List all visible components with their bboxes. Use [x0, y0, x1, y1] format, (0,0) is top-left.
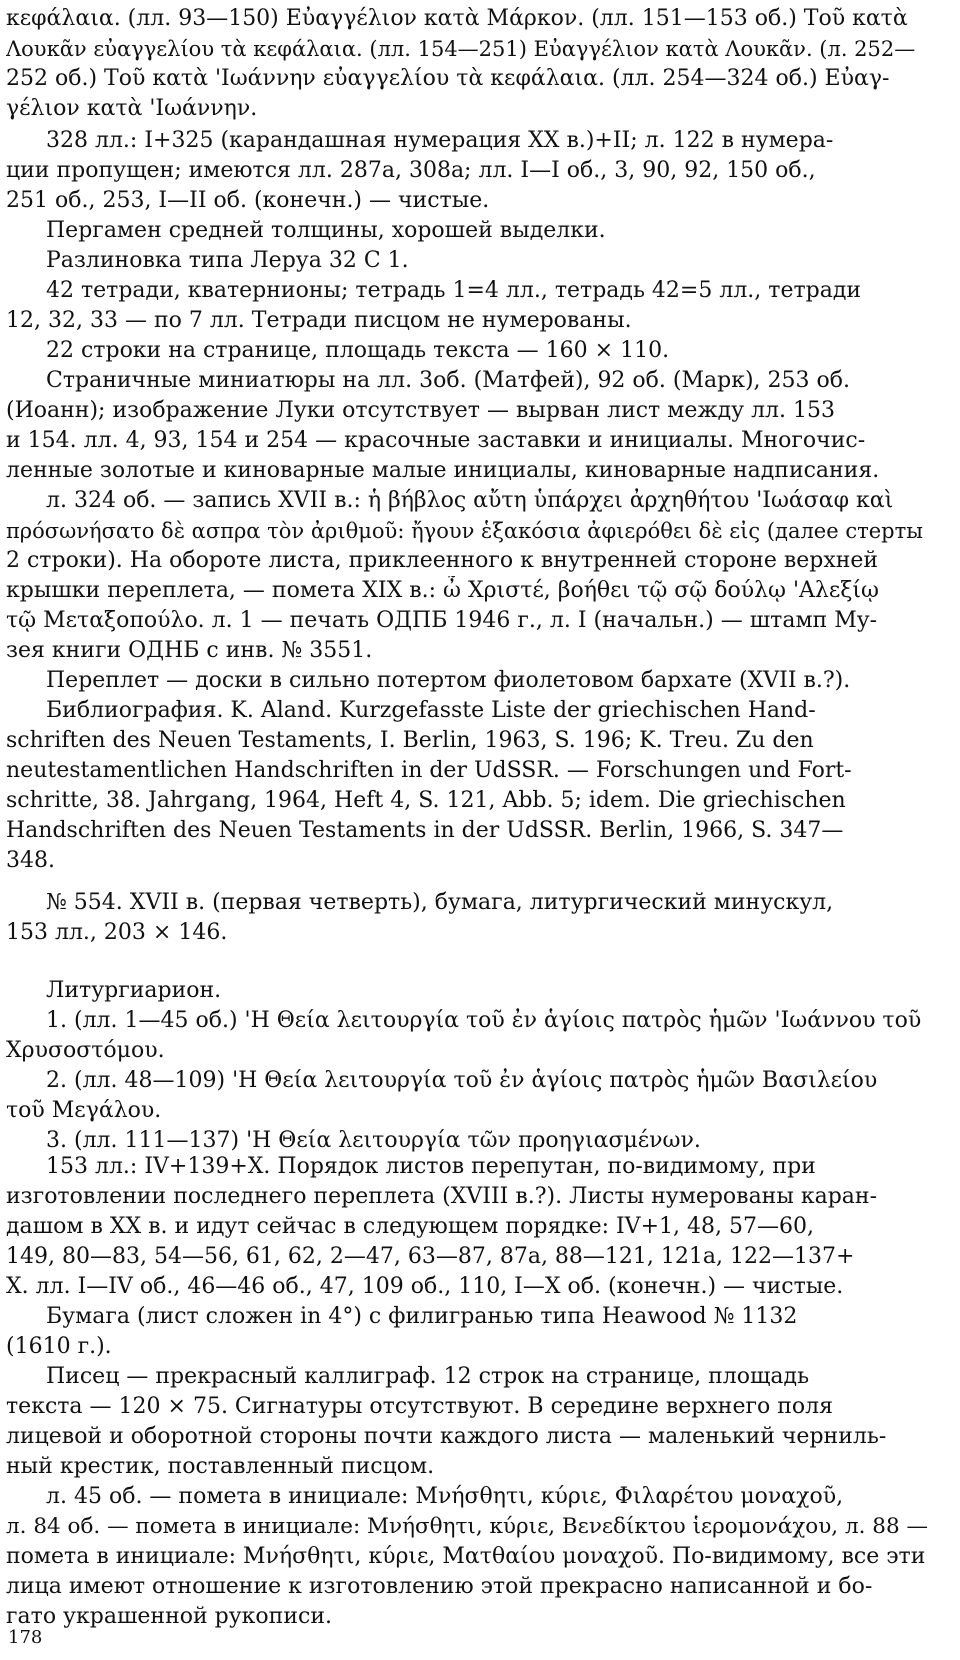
text-line: Переплет — доски в сильно потертом фиолетовом бархате (XVII в.?).	[46, 668, 851, 693]
text-line: 2. (лл. 48—109) 'Η Θεία λειτουργία τοῦ ἐν ἁγίοις πατρὸς ἡμῶν Βασιλείου	[46, 1068, 878, 1093]
text-line: л. 45 об. — помета в инициале: Μνήσθητι, κύριε, Φιλαρέτου μοναχοῦ,	[46, 1484, 844, 1509]
text-line: (Иоанн); изображение Луки отсутствует — вырван лист между лл. 153	[6, 398, 835, 423]
text-line: 22 строки на странице, площадь текста — 160 × 110.	[46, 338, 670, 363]
text-line: гато украшенной рукописи.	[6, 1604, 332, 1629]
text-line: 252 об.) Τοῦ κατὰ 'Ιωάννην εὐαγγελίου τὰ κεφάλαια. (лл. 254—324 об.) Εὐαγ-	[6, 66, 890, 91]
entry-physical-description	[6, 1152, 930, 1632]
text-line: 3. (лл. 111—137) 'Η Θεία λειτουργία τῶν προηγιασμένων.	[46, 1128, 701, 1153]
text-line: л. 84 об. — помета в инициале: Μνήσθητι, κύριε, Βενεδίκτου ἱερομονάχου, л. 88 —	[6, 1514, 928, 1539]
text-line: ленные золотые и киноварные малые инициалы, киноварные надписания.	[6, 458, 880, 483]
text-line: 12, 32, 33 — по 7 лл. Тетради писцом не нумерованы.	[6, 308, 632, 333]
text-line: зея книги ОДНБ с инв. № 3551.	[6, 638, 373, 663]
text-line: τῷ Μεταξοπούλο. л. 1 — печать ОДПБ 1946 г., л. I (начальн.) — штамп Му-	[6, 608, 878, 633]
text-line: Χρυσοστόμου.	[6, 1038, 165, 1063]
text-line: текста — 120 × 75. Сигнатуры отсутствуют. В середине верхнего поля	[6, 1394, 834, 1419]
text-line: 328 лл.: I+325 (карандашная нумерация XX в.)+II; л. 122 в нумера-	[46, 128, 834, 153]
text-line: γέλιον κατὰ 'Ιωάννην.	[6, 96, 258, 121]
page-number: 178	[8, 1627, 43, 1648]
text-line: 251 об., 253, I—II об. (конечн.) — чистые.	[6, 188, 490, 213]
text-line: лица имеют отношение к изготовлению этой прекрасно написанной и бо-	[6, 1574, 873, 1599]
text-line: Библиография. K. Aland. Kurzgefasste Liste der griechischen Hand-	[46, 698, 816, 723]
text-line: schriften des Neuen Testaments, I. Berlin, 1963, S. 196; K. Treu. Zu den	[6, 728, 814, 753]
entry-heading	[6, 888, 930, 948]
text-line: τοῦ Μεγάλου.	[6, 1098, 162, 1123]
text-line: и 154. лл. 4, 93, 154 и 254 — красочные заставки и инициалы. Многочис-	[6, 428, 866, 453]
codicological-description	[6, 126, 930, 876]
contents-continuation	[6, 4, 930, 124]
text-line: крышки переплета, — помета XIX в.: ὦ Χριστέ, βοήθει τῷ σῷ δούλῳ 'Αλεξίῳ	[6, 578, 879, 603]
text-line: ный крестик, поставленный писцом.	[6, 1454, 435, 1479]
text-line: Бумага (лист сложен in 4°) с филигранью типа Heawood № 1132	[46, 1304, 798, 1329]
text-line: 2 строки). На обороте листа, приклеенного к внутренней стороне верхней	[6, 548, 879, 573]
text-line: л. 324 об. — запись XVII в.: ἡ βήβλος αὔτη ὑπάρχει ἀρχηθήτου 'Ιωάσαφ καὶ	[46, 488, 894, 513]
text-line: schritte, 38. Jahrgang, 1964, Heft 4, S. 121, Abb. 5; idem. Die griechischen	[6, 788, 846, 813]
text-line: 149, 80—83, 54—56, 61, 62, 2—47, 63—87, 87а, 88—121, 121а, 122—137+	[6, 1244, 855, 1269]
text-line: πρόσωνήσατο δὲ ασπρα τὸν ἀριθμοῦ: ἤγουν ἑξακόσια ἀφιερόθει δὲ εἰς (далее стерты	[6, 519, 923, 543]
text-line: 1. (лл. 1—45 об.) 'Η Θεία λειτουργία τοῦ ἐν ἁγίοις πατρὸς ἡμῶν 'Ιωάννου τοῦ	[46, 1008, 922, 1033]
text-line: 153 лл.: IV+139+X. Порядок листов перепутан, по-видимому, при	[46, 1154, 816, 1179]
text-line: κεφάλαια. (лл. 93—150) Εὐαγγέλιον κατὰ Μάρκον. (лл. 151—153 об.) Τοῦ κατὰ	[6, 6, 908, 31]
text-line: 42 тетради, кватернионы; тетрадь 1=4 лл., тетрадь 42=5 лл., тетради	[46, 278, 862, 303]
entry-contents	[6, 976, 930, 1156]
text-line: X. лл. I—IV об., 46—46 об., 47, 109 об., 110, I—X об. (конечн.) — чистые.	[6, 1274, 844, 1299]
text-line: Пергамен средней толщины, хорошей выделки.	[46, 218, 606, 243]
text-line: ции пропущен; имеются лл. 287а, 308а; лл. I—I об., 3, 90, 92, 150 об.,	[6, 158, 816, 183]
text-line: Λουκᾶν εὐαγγελίου τὰ κεφάλαια. (лл. 154—251) Εὐαγγέλιον κατὰ Λουκᾶν. (л. 252—	[6, 37, 916, 61]
text-line: помета в инициале: Μνήσθητι, κύριε, Ματθαίου μοναχοῦ. По-видимому, все эти	[6, 1544, 926, 1569]
text-line: Разлиновка типа Леруа 32 С 1.	[46, 248, 409, 273]
text-line: 153 лл., 203 × 146.	[6, 920, 228, 945]
text-line: 348.	[6, 848, 55, 873]
text-line: изготовлении последнего переплета (XVIII в.?). Листы нумерованы каран-	[6, 1184, 878, 1209]
text-line: дашом в XX в. и идут сейчас в следующем порядке: IV+1, 48, 57—60,	[6, 1214, 814, 1239]
text-line: № 554. XVII в. (первая четверть), бумага, литургический минускул,	[46, 890, 834, 915]
text-line: (1610 г.).	[6, 1334, 112, 1359]
text-line: Писец — прекрасный каллиграф. 12 строк на странице, площадь	[46, 1364, 810, 1389]
text-line: Литургиарион.	[46, 978, 222, 1003]
text-line: Страничные миниатюры на лл. 3об. (Матфей), 92 об. (Марк), 253 об.	[46, 368, 850, 393]
text-line: лицевой и оборотной стороны почти каждого листа — маленький черниль-	[6, 1424, 887, 1449]
text-line: Handschriften des Neuen Testaments in der UdSSR. Berlin, 1966, S. 347—	[6, 818, 844, 843]
text-line: neutestamentlichen Handschriften in der UdSSR. — Forschungen und Fort-	[6, 758, 852, 783]
